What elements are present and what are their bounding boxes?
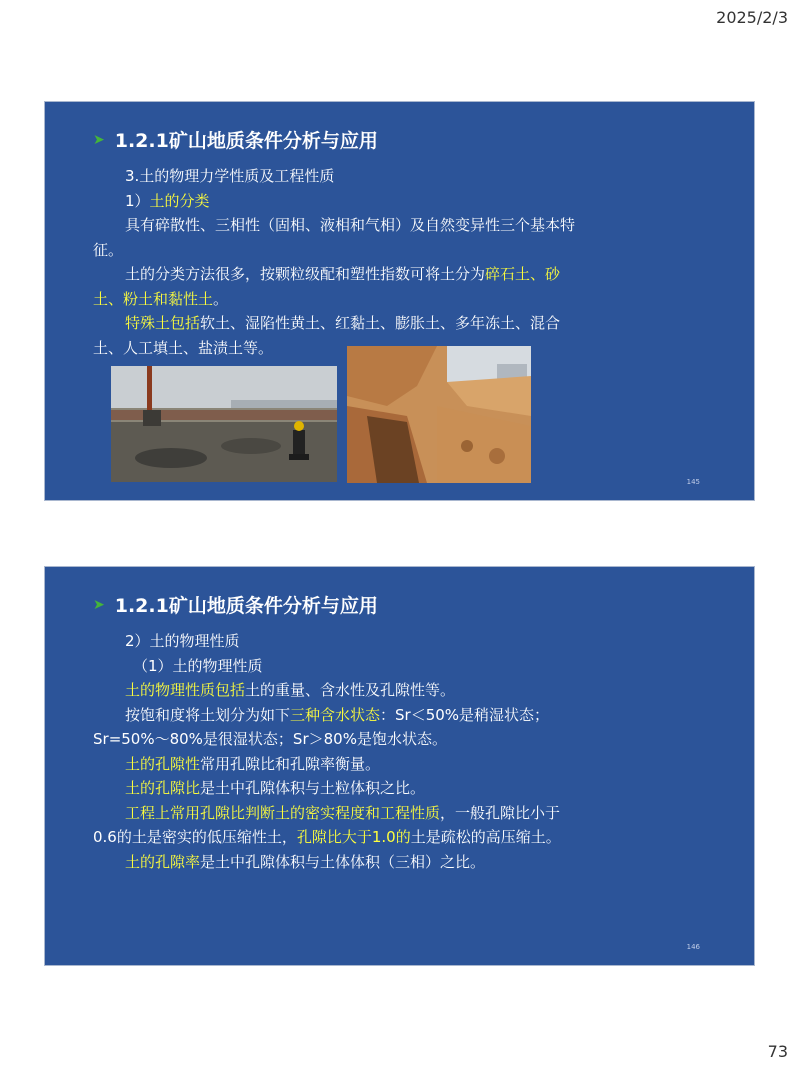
- construction-site-photo: [111, 366, 337, 482]
- text: ：Sr＜50%是稍湿状态；Sr=50%～80%是很湿状态；Sr＞80%是饱水状态。: [93, 705, 550, 748]
- slide-number: 146: [686, 943, 700, 951]
- text: 土的重量、含水性及孔隙性等。: [245, 681, 456, 699]
- page-number: 73: [767, 1042, 788, 1061]
- section-heading: 2）土的物理性质: [125, 632, 240, 650]
- paragraph: [93, 262, 583, 311]
- text: 土的分类方法很多，按颗粒级配和塑性指数可将土分为: [125, 265, 486, 283]
- soil-excavation-photo: [347, 346, 531, 483]
- paragraph: 具有碎散性、三相性（固相、液相和气相）及自然变异性三个基本特征。: [93, 216, 576, 259]
- highlight-text: 土的物理性质包括: [125, 681, 246, 699]
- slide-body: [93, 164, 583, 360]
- slide-number: 145: [686, 478, 700, 486]
- paragraph: [93, 850, 583, 875]
- text: 。: [213, 289, 229, 308]
- highlight-text: 工程上常用孔隙比判断土的密实程度和工程性质: [125, 803, 441, 822]
- slide-title-text: 1.2.1矿山地质条件分析与应用: [114, 595, 378, 617]
- subheading-number: 1）: [125, 191, 150, 210]
- highlight-text: 特殊土包括: [125, 314, 201, 332]
- subheading: （1）土的物理性质: [133, 656, 263, 675]
- text: 土是疏松的高压缩土。: [410, 828, 561, 846]
- highlight-text: 孔隙比大于1.0的: [296, 828, 411, 846]
- highlight-text: 土的孔隙率: [125, 852, 201, 871]
- highlight-text: 土的孔隙性: [125, 754, 201, 773]
- arrow-bullet-icon: ➤: [93, 131, 105, 148]
- slide-145: [44, 101, 755, 501]
- text: ，一般孔隙比小于0.6的土是密实的低压缩性土，: [93, 803, 561, 846]
- highlight-text: 三种含水状态: [290, 705, 381, 724]
- text: 是土中孔隙体积与土体体积（三相）之比。: [200, 852, 486, 871]
- highlight-text: 土的孔隙比: [125, 779, 201, 797]
- arrow-bullet-icon: ➤: [93, 596, 105, 613]
- slide-body: [93, 629, 583, 874]
- paragraph: [93, 776, 583, 801]
- page-date: 2025/2/3: [716, 8, 788, 27]
- slide-title: [93, 591, 378, 618]
- subheading-highlight: 土的分类: [149, 191, 210, 210]
- paragraph: [93, 752, 583, 777]
- paragraph: [93, 801, 583, 850]
- paragraph: [93, 678, 583, 703]
- slide-title: [93, 126, 378, 153]
- subheading: [93, 189, 583, 214]
- text: 是土中孔隙体积与土粒体积之比。: [200, 779, 426, 797]
- slide-title-text: 1.2.1矿山地质条件分析与应用: [114, 130, 378, 152]
- text: 常用孔隙比和孔隙率衡量。: [200, 754, 381, 773]
- text: 按饱和度将土划分为如下: [125, 705, 291, 724]
- section-heading: 3.土的物理力学性质及工程性质: [125, 167, 335, 185]
- highlight-text: 碎石土、砂土、粉土和黏性土: [93, 265, 561, 308]
- paragraph: [93, 703, 583, 752]
- slide-146: [44, 566, 755, 966]
- text: 软土、湿陷性黄土、红黏土、膨胀土、多年冻土、混合土、人工填土、盐渍土等。: [93, 314, 561, 357]
